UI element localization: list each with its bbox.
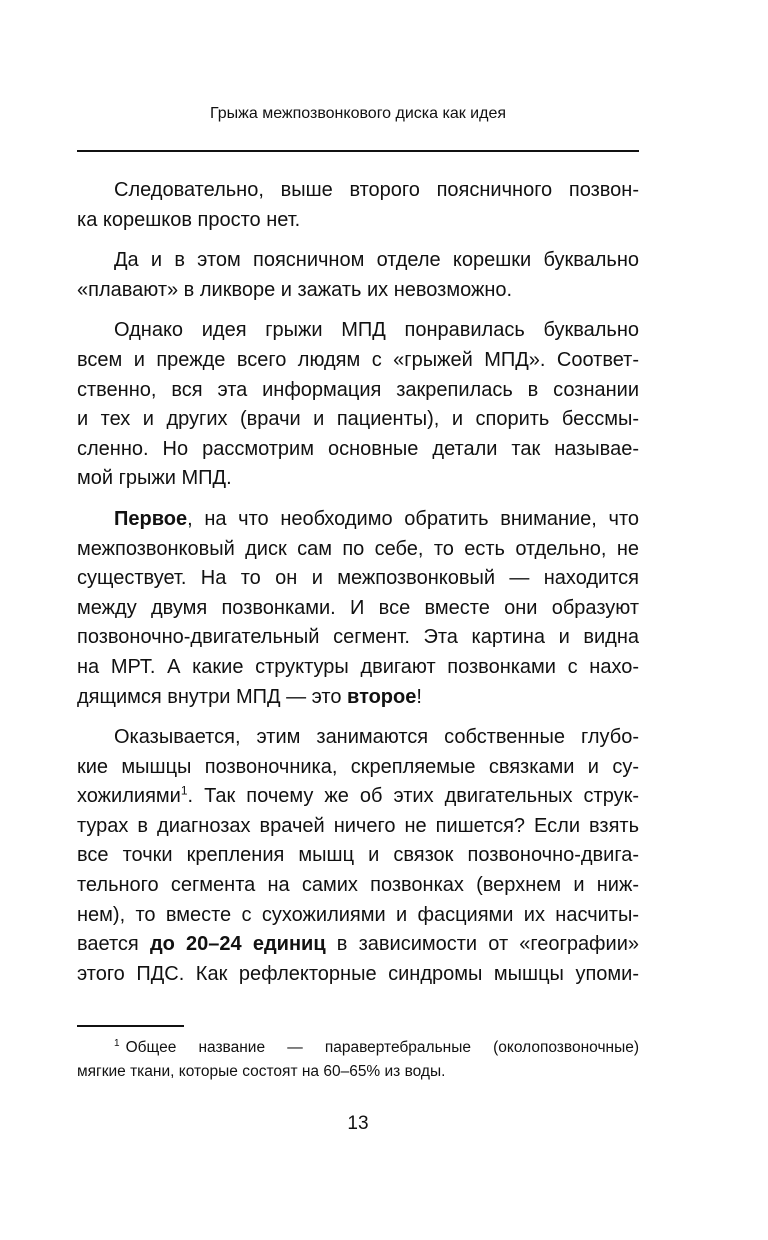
text-line: турах в диагнозах врачей ничего не пишется? Если взять [77, 814, 639, 837]
text-run: в зависимости от «географии» [325, 933, 639, 956]
footnote-line: мягкие ткани, которые состоят на 60–65% из воды. [77, 1063, 446, 1080]
text-run: . Так почему же об этих двигательных струк- [187, 785, 639, 808]
text-run: ! [416, 685, 422, 708]
text-line: позвоночно-двигательный сегмент. Эта картина и видна [77, 626, 639, 649]
footnote-rule [77, 1025, 184, 1027]
text-line: этого ПДС. Как рефлекторные синдромы мышцы упоми- [77, 962, 639, 985]
header-rule [77, 150, 639, 152]
text-line [77, 930, 639, 960]
text-line: Да и в этом поясничном отделе корешки буквально [114, 249, 639, 272]
text-run: хожилиями [77, 785, 181, 808]
text-line [77, 683, 639, 713]
text-line: ственно, вся эта информация закрепилась в сознании [77, 378, 639, 401]
paragraph-1 [77, 176, 639, 235]
footnote-line [77, 1036, 639, 1060]
paragraph-4 [77, 505, 639, 712]
text-run: , на что необходимо обратить внимание, что [187, 507, 639, 530]
footnote-marker: 1 [114, 1037, 120, 1049]
text-line: Следовательно, выше второго поясничного позвон- [114, 179, 639, 201]
bold-term-first: Первое [114, 507, 188, 530]
running-head: Грыжа межпозвонкового диска как идея [209, 105, 507, 122]
text-line: тельного сегмента на самих позвонках (верхнем и ниж- [77, 874, 639, 897]
text-line: все точки крепления мышц и связок позвоночно-двига- [77, 844, 639, 867]
text-line [77, 782, 639, 812]
text-line: существует. На то он и межпозвонковый — находится [77, 567, 639, 590]
footnote [77, 1036, 639, 1084]
text-line: межпозвонковый диск сам по себе, то есть отдельно, не [77, 537, 639, 560]
text-line: нем), то вместе с сухожилиями и фасциями их насчиты- [77, 903, 639, 926]
page-number: 13 [347, 1113, 369, 1134]
bold-phrase: до 20–24 единиц [149, 933, 326, 956]
text-line: всем и прежде всего людям с «грыжей МПД». Соответ- [77, 348, 639, 371]
text-line: Оказывается, этим занимаются собственные глубо- [114, 726, 639, 749]
text-run: вается [77, 933, 150, 956]
footnote-reference[interactable]: 1 [180, 783, 188, 798]
text-line: ка корешков просто нет. [77, 208, 301, 231]
text-line: «плавают» в ликворе и зажать их невозможно. [77, 278, 513, 301]
text-line: кие мышцы позвоночника, скрепляемые связками и су- [77, 755, 639, 778]
bold-term-second: второе [347, 685, 417, 708]
text-line: на МРТ. А какие структуры двигают позвонками с нахо- [77, 655, 639, 678]
text-line: мой грыжи МПД. [77, 467, 232, 490]
paragraph-2 [77, 246, 639, 305]
paragraph-3 [77, 316, 639, 494]
text-run: дящимся внутри МПД — это [77, 685, 348, 708]
text-line: и тех и других (врачи и пациенты), и спорить бессмы- [77, 408, 639, 431]
body-text [77, 176, 639, 1000]
text-line: Однако идея грыжи МПД понравилась буквально [114, 319, 639, 342]
text-run: Общее название — паравертебральные (околопозвоночные) [125, 1039, 639, 1056]
paragraph-5 [77, 723, 639, 989]
text-line [77, 505, 639, 535]
text-line: сленно. Но рассмотрим основные детали так называе- [77, 437, 639, 460]
text-line: между двумя позвонками. И все вместе они образуют [77, 596, 639, 619]
